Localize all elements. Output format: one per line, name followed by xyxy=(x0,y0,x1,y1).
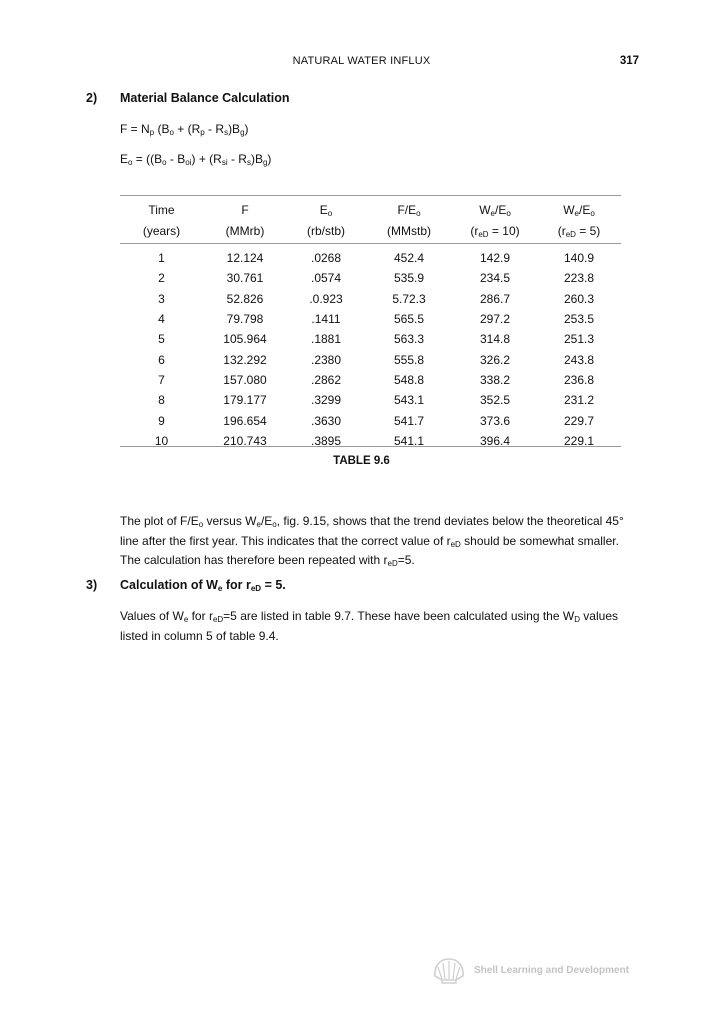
section-3-title-text: Calculation of $W_e$ for $r_{eD} = 5$. xyxy=(120,578,286,593)
table-cell: 8 xyxy=(158,393,165,408)
table-header-row xyxy=(120,200,621,221)
table-bottom-rule xyxy=(120,446,621,447)
table-cell: 179.177 xyxy=(223,393,267,408)
table-cell: 2 xyxy=(158,271,165,286)
table-cell: 535.9 xyxy=(393,271,425,286)
table-cell: 396.4 xyxy=(479,433,511,448)
table-cell: 260.3 xyxy=(563,291,595,306)
table-cell: .3299 xyxy=(310,393,342,408)
column-unit-we-eo-red5: $(r_{eD} = 5)$ xyxy=(557,223,601,239)
table-cell: 548.8 xyxy=(393,372,425,387)
table-cell: 236.8 xyxy=(563,372,595,387)
table-cell: .3895 xyxy=(310,433,342,448)
column-header-we-eo-red10: $W_e/E_o$ xyxy=(479,203,511,219)
table-cell: 9 xyxy=(158,413,165,428)
table-cell: 555.8 xyxy=(393,352,425,367)
shell-logo-icon xyxy=(432,956,466,984)
table-row xyxy=(120,248,621,268)
table-cell: 541.1 xyxy=(393,433,425,448)
table-cell: 4 xyxy=(158,312,165,327)
paragraph-we-values xyxy=(120,607,640,646)
section-2-title: Material Balance Calculation xyxy=(120,91,290,105)
table-row xyxy=(120,390,621,410)
table-cell: 142.9 xyxy=(479,251,511,266)
table-cell: 7 xyxy=(158,372,165,387)
column-unit-time: (years) xyxy=(142,223,181,238)
table-header-rule xyxy=(120,243,621,244)
table-cell: 565.5 xyxy=(393,312,425,327)
table-cell: .0268 xyxy=(310,251,342,266)
table-cell: 234.5 xyxy=(479,271,511,286)
table-cell: 543.1 xyxy=(393,393,425,408)
paragraph-plot-discussion xyxy=(120,512,640,571)
table-cell: 326.2 xyxy=(479,352,511,367)
table-cell: 6 xyxy=(158,352,165,367)
table-cell: 140.9 xyxy=(563,251,595,266)
table-cell: 541.7 xyxy=(393,413,425,428)
table-body xyxy=(120,248,621,451)
paragraph-we-values-text: Values of $W_e$ for $r_{eD}=5$ are listed in table 9.7. These have been calculated using the $W_D$ values listed in column 5 of table 9.4. xyxy=(120,609,618,643)
page-number: 317 xyxy=(619,55,639,67)
table-cell: .0.923 xyxy=(309,291,343,306)
table-row xyxy=(120,309,621,329)
table-cell: 563.3 xyxy=(393,332,425,347)
table-cell: 452.4 xyxy=(393,251,425,266)
equation-eo xyxy=(120,152,271,166)
table-cell: 229.1 xyxy=(563,433,595,448)
column-unit-we-eo-red10: $(r_{eD} = 10)$ xyxy=(470,223,520,239)
footer-text: Shell Learning and Development xyxy=(474,964,630,976)
table-cell: 10 xyxy=(154,433,169,448)
table-cell: .1411 xyxy=(311,312,341,327)
table-cell: 286.7 xyxy=(479,291,511,306)
table-row xyxy=(120,370,621,390)
table-cell: 297.2 xyxy=(479,312,511,327)
table-cell: 1 xyxy=(158,251,165,266)
table-cell: 373.6 xyxy=(479,413,511,428)
table-top-rule xyxy=(120,195,621,196)
paragraph-plot-discussion-text: The plot of $F/E_o$ versus $W_e/E_o$, fig. 9.15, shows that the trend deviates below the theoretical 45° line after the first year. This indicates that the correct value of $r_{eD}$ should be somewhat smaller. The calculation has therefore been repeated with $r_{eD}=5$. xyxy=(120,514,624,568)
table-cell: .1881 xyxy=(310,332,342,347)
table-cell: 231.2 xyxy=(563,393,595,408)
table-cell: 132.292 xyxy=(223,352,267,367)
table-cell: 352.5 xyxy=(479,393,511,408)
table-unit-row xyxy=(120,221,621,242)
column-header-eo: $E_o$ xyxy=(319,203,333,219)
equation-f xyxy=(120,122,249,136)
equation-f-text: $F = N_p$ $(B_o + (R_p - R_s)B_g)$ xyxy=(120,122,249,137)
column-unit-f: (MMrb) xyxy=(225,223,265,238)
table-cell: 12.124 xyxy=(226,251,264,266)
column-unit-f-eo: (MMstb) xyxy=(387,223,431,238)
table-cell: 30.761 xyxy=(226,271,264,286)
table-cell: 229.7 xyxy=(563,413,595,428)
table-9-6 xyxy=(120,200,621,451)
section-2-number: 2) xyxy=(86,91,98,105)
table-cell: 338.2 xyxy=(479,372,511,387)
table-cell: 3 xyxy=(158,291,165,306)
table-row xyxy=(120,268,621,288)
table-cell: 314.8 xyxy=(479,332,511,347)
table-cell: 105.964 xyxy=(223,332,267,347)
table-cell: 243.8 xyxy=(563,352,595,367)
table-row xyxy=(120,431,621,451)
table-cell: .0574 xyxy=(310,271,342,286)
column-header-time: Time xyxy=(148,203,175,218)
table-cell: 253.5 xyxy=(563,312,595,327)
table-cell: 210.743 xyxy=(223,433,267,448)
table-cell: 5 xyxy=(158,332,165,347)
column-unit-eo: (rb/stb) xyxy=(306,223,345,238)
running-header-title: NATURAL WATER INFLUX xyxy=(292,55,431,67)
table-row xyxy=(120,349,621,369)
column-header-we-eo-red5: $W_e/E_o$ xyxy=(563,203,595,219)
section-3-number: 3) xyxy=(86,578,98,592)
column-header-f-eo: $F/E_o$ xyxy=(397,203,421,219)
column-header-f: F xyxy=(241,203,249,218)
table-cell: 196.654 xyxy=(223,413,267,428)
table-cell: .2380 xyxy=(310,352,342,367)
table-cell: 5.72.3 xyxy=(392,291,426,306)
table-caption: TABLE 9.6 xyxy=(333,455,390,467)
table-row xyxy=(120,289,621,309)
table-cell: 223.8 xyxy=(563,271,595,286)
table-cell: .2862 xyxy=(310,372,342,387)
table-cell: .3630 xyxy=(310,413,342,428)
section-3-title xyxy=(120,578,286,592)
equation-eo-text: $E_o = ((B_o - B_{oi}) + (R_{si} - R_s)B_g)$ xyxy=(120,152,272,167)
table-row xyxy=(120,410,621,430)
table-row xyxy=(120,329,621,349)
table-cell: 251.3 xyxy=(563,332,595,347)
table-cell: 157.080 xyxy=(223,372,267,387)
footer-branding xyxy=(432,956,629,984)
table-cell: 52.826 xyxy=(226,291,264,306)
table-cell: 79.798 xyxy=(226,312,264,327)
